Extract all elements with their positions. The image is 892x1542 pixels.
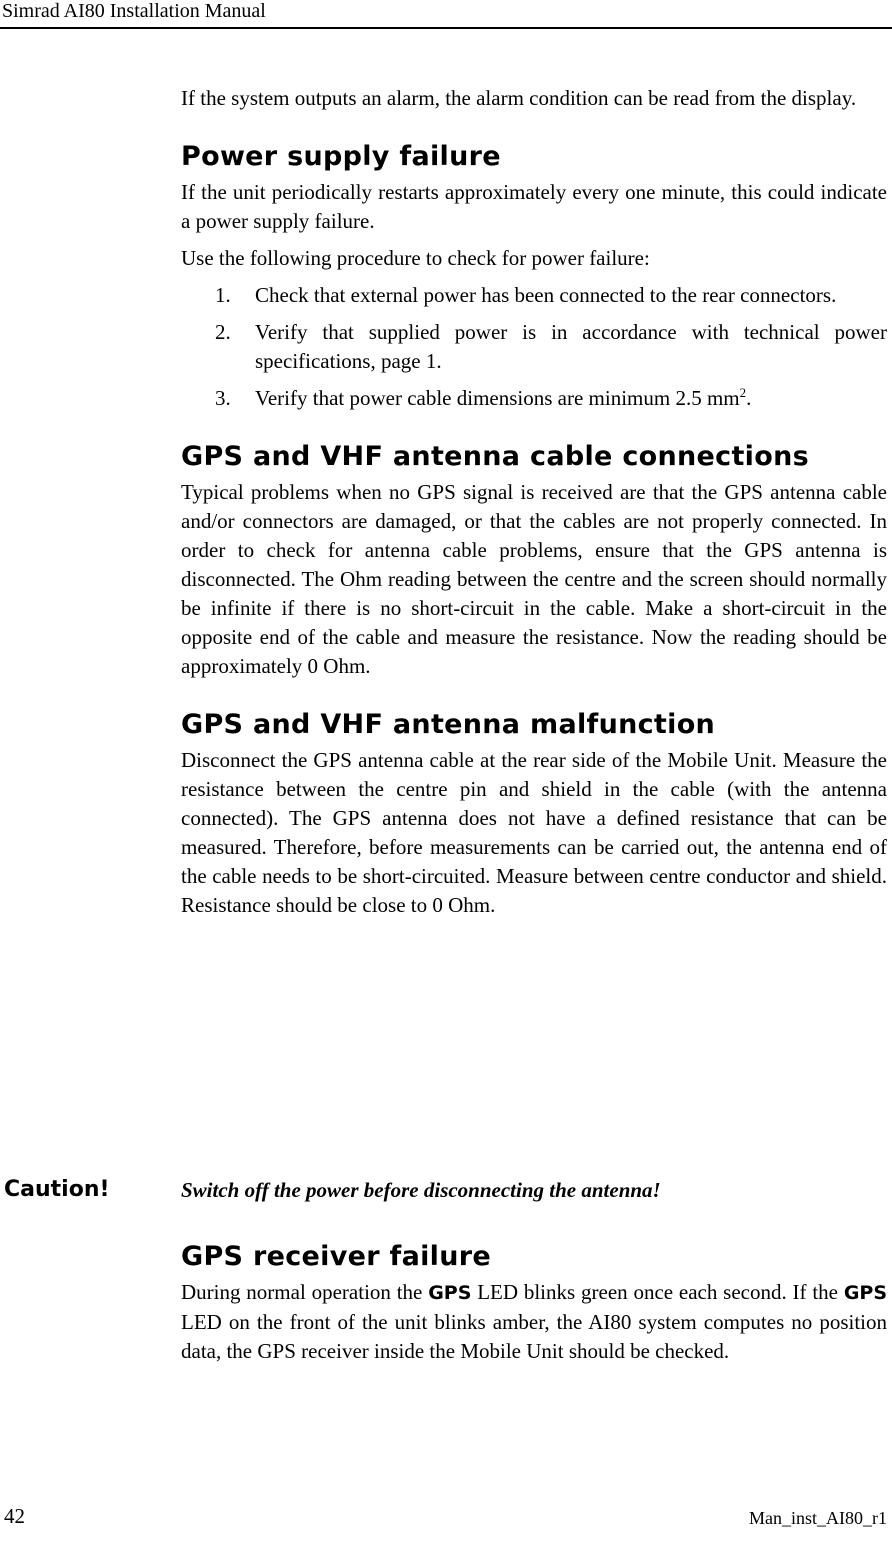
page-number: 42 xyxy=(4,1504,25,1528)
step-item xyxy=(181,281,887,310)
step-text: Verify that supplied power is in accordance with technical power specifications, page 1. xyxy=(255,320,887,373)
document-id: Man_inst_AI80_r1 xyxy=(749,1508,887,1528)
receiver-section xyxy=(181,1239,887,1366)
gps-led-label: GPS xyxy=(843,1282,888,1304)
intro-paragraph: If the system outputs an alarm, the alarm condition can be read from the display. xyxy=(181,86,857,110)
antenna-malfunction-heading: GPS and VHF antenna malfunction xyxy=(181,709,716,740)
step-number: 3. xyxy=(215,386,231,410)
caution-text: Switch off the power before disconnecting the antenna! xyxy=(181,1178,661,1202)
step-text: Verify that power cable dimensions are minimum 2.5 mm xyxy=(255,386,740,410)
step-number: 1. xyxy=(215,283,231,307)
caution-label: Caution! xyxy=(4,1177,110,1202)
receiver-failure-heading: GPS receiver failure xyxy=(181,1241,491,1272)
main-content xyxy=(181,84,887,920)
power-paragraph-1: If the unit periodically restarts approximately every one minute, this could indicate a power supply failure. xyxy=(181,180,887,233)
gps-led-label: GPS xyxy=(428,1282,472,1304)
receiver-text-1: During normal operation the xyxy=(181,1280,423,1304)
power-paragraph-2: Use the following procedure to check for power failure: xyxy=(181,246,650,270)
step-item xyxy=(181,318,887,376)
power-supply-heading: Power supply failure xyxy=(181,141,501,172)
cable-connections-heading: GPS and VHF antenna cable connections xyxy=(181,441,809,472)
superscript: 2 xyxy=(739,385,747,400)
step-number: 2. xyxy=(215,320,231,344)
page-header xyxy=(0,0,892,29)
receiver-text-3: LED on the front of the unit blinks amber, the AI80 system computes no position data, the GPS receiver inside the Mobile Unit should be checked. xyxy=(181,1310,887,1363)
power-check-steps xyxy=(181,281,887,413)
receiver-text-2: LED blinks green once each second. If the xyxy=(477,1280,838,1304)
receiver-paragraph xyxy=(181,1278,887,1366)
malfunction-paragraph: Disconnect the GPS antenna cable at the rear side of the Mobile Unit. Measure the resistance between the centre pin and shield in the cable (with the antenna connected). The GPS antenna does not have a defined resistance that can be measured. Therefore, before measurements can be carried out, the antenna end of the cable needs to be short-circuited. Measure between centre conductor and shield. Resistance should be close to 0 Ohm. xyxy=(181,748,887,917)
step-item xyxy=(181,384,887,413)
step-text: Check that external power has been connected to the rear connectors. xyxy=(255,283,837,307)
step-end: . xyxy=(746,386,752,410)
header-title: Simrad AI80 Installation Manual xyxy=(2,0,266,22)
cable-paragraph: Typical problems when no GPS signal is received are that the GPS antenna cable and/or connectors are damaged, or that the cables are not properly connected. In order to check for antenna cable problems, ensure that the GPS antenna is disconnected. The Ohm reading between the centre and the screen should normally be infinite if there is no short-circuit in the cable. Make a short-circuit in the opposite end of the cable and measure the resistance. Now the reading should be approximately 0 Ohm. xyxy=(181,480,887,678)
